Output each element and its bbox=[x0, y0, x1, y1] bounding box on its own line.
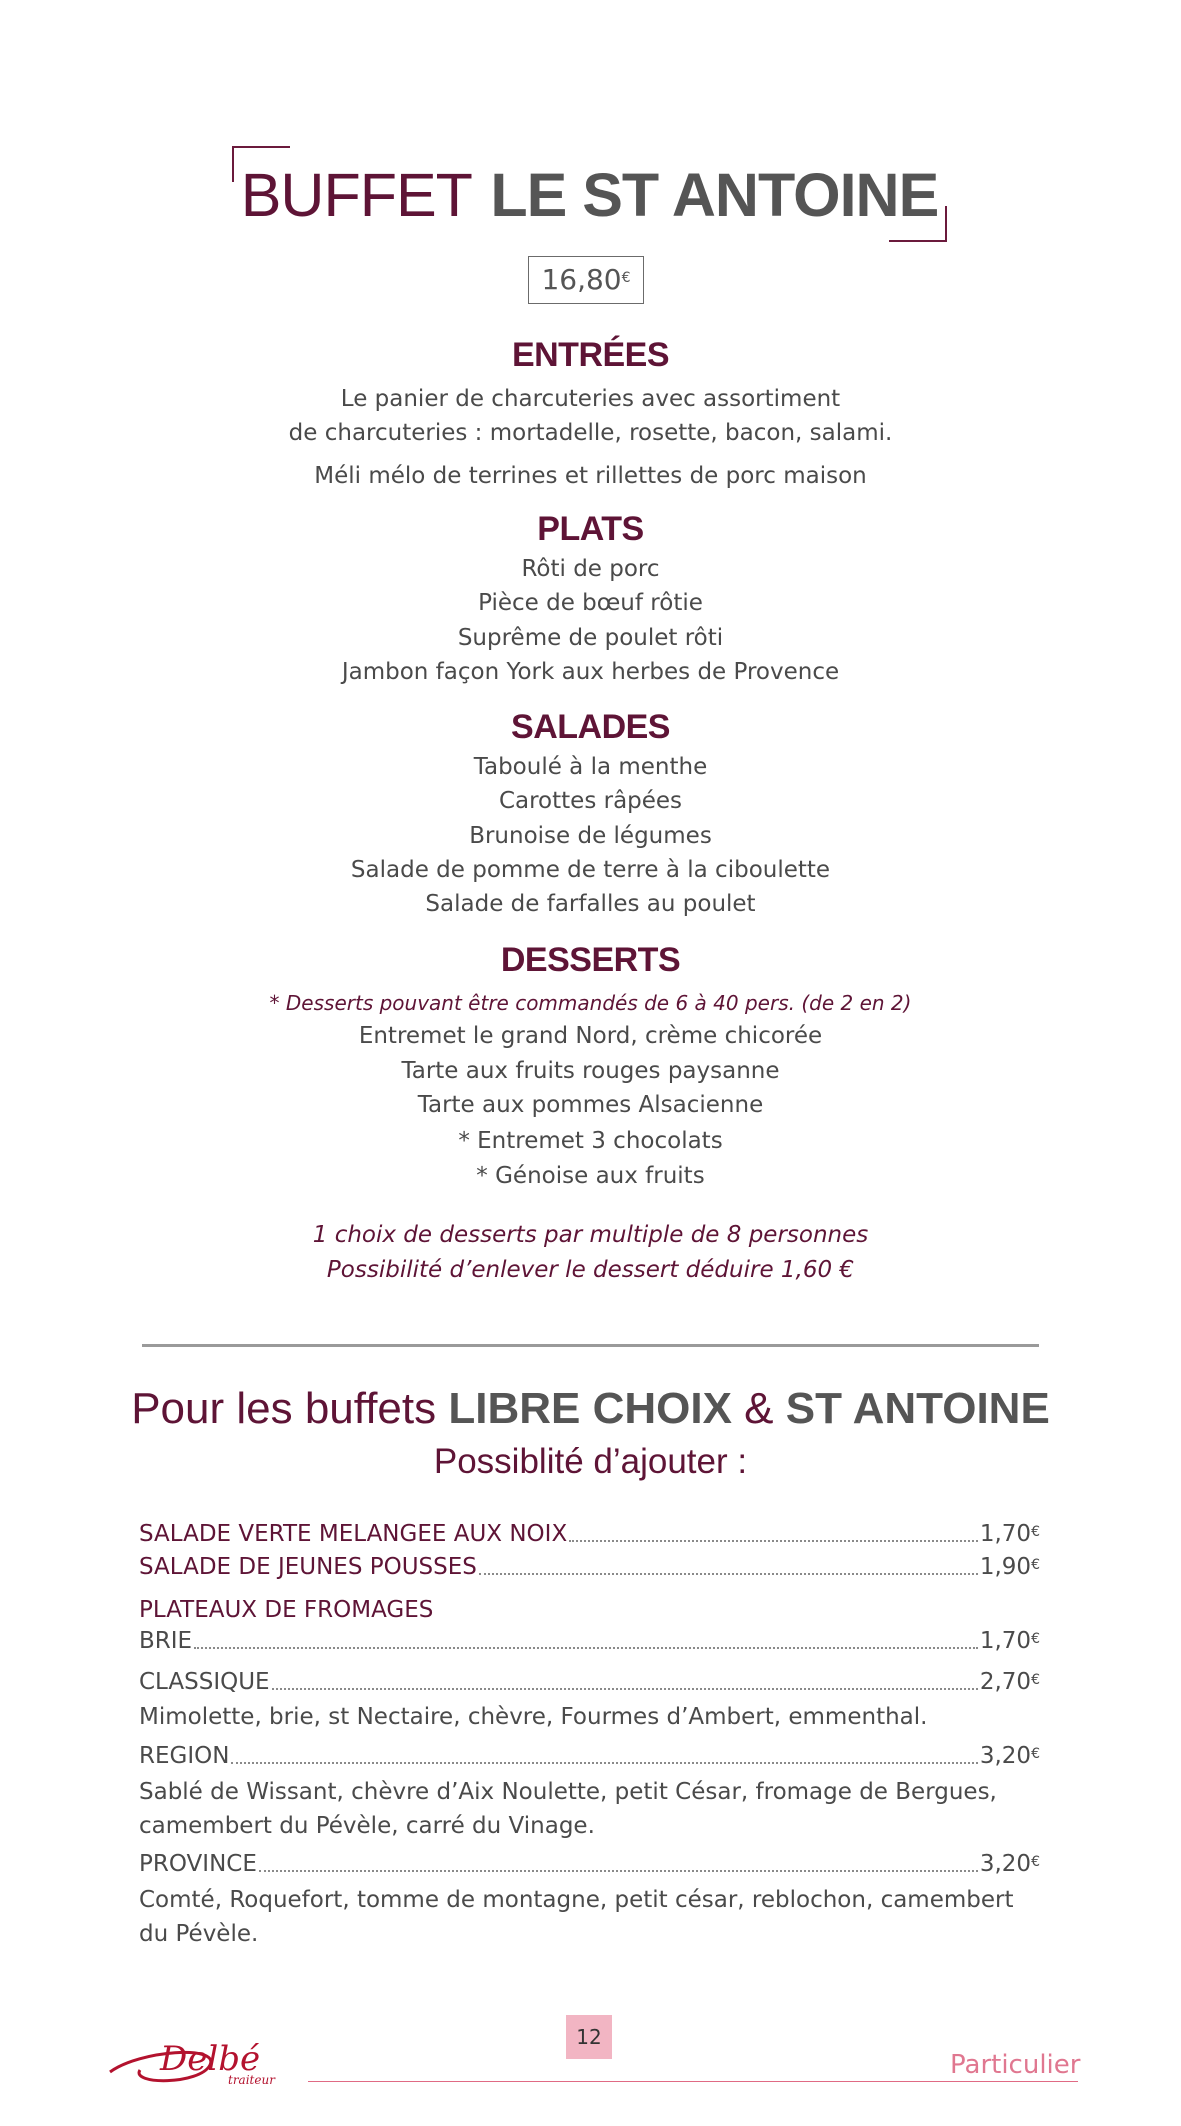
fromages-title: PLATEAUX DE FROMAGES bbox=[139, 1597, 434, 1623]
extra-label: SALADE DE JEUNES POUSSES bbox=[139, 1554, 477, 1580]
fromage-price-value: 2,70 bbox=[979, 1669, 1032, 1695]
fromage-price bbox=[980, 1740, 1040, 1772]
plats-item: Rôti de porc bbox=[521, 556, 660, 582]
fromage-price-value: 1,70 bbox=[979, 1628, 1032, 1654]
extras-heading-bold2: ST ANTOINE bbox=[785, 1384, 1050, 1433]
leader-dots bbox=[569, 1540, 978, 1542]
fromage-price bbox=[980, 1625, 1040, 1657]
fromage-price-currency: € bbox=[1031, 1631, 1040, 1647]
extras-heading-amp: & bbox=[744, 1384, 774, 1433]
extras-heading-light: Pour les buffets bbox=[131, 1384, 437, 1433]
title-block bbox=[232, 146, 947, 242]
desserts-item: * Entremet 3 chocolats bbox=[458, 1128, 723, 1154]
desserts-item: * Génoise aux fruits bbox=[476, 1163, 705, 1189]
plats-item: Pièce de bœuf rôtie bbox=[478, 590, 703, 616]
fromage-desc: Comté, Roquefort, tomme de montagne, petit césar, reblochon, camembert du Pévèle. bbox=[139, 1887, 1014, 1947]
page-number: 12 bbox=[566, 2015, 612, 2059]
fromage-price-currency: € bbox=[1031, 1672, 1040, 1688]
extra-row-jeunes-pousses bbox=[139, 1551, 1040, 1583]
fromage-label: BRIE bbox=[139, 1628, 193, 1654]
fromage-row-brie bbox=[139, 1625, 1040, 1657]
fromage-desc: Sablé de Wissant, chèvre d’Aix Noulette, petit César, fromage de Bergues, camembert du Pévèle, carré du Vinage. bbox=[139, 1779, 997, 1839]
leader-dots bbox=[194, 1647, 978, 1649]
extra-price bbox=[980, 1518, 1040, 1550]
fromage-price-currency: € bbox=[1031, 1746, 1040, 1762]
delbe-logo-icon bbox=[100, 2030, 310, 2090]
leader-dots bbox=[259, 1870, 978, 1872]
fromage-price-value: 3,20 bbox=[979, 1743, 1032, 1769]
salades-item: Taboulé à la menthe bbox=[473, 754, 708, 780]
extra-price-value: 1,90 bbox=[979, 1554, 1032, 1580]
fromage-row-classique bbox=[139, 1666, 1040, 1698]
leader-dots bbox=[231, 1762, 977, 1764]
plats-item: Suprême de poulet rôti bbox=[457, 625, 724, 651]
fromage-label: REGION bbox=[139, 1743, 230, 1769]
buffet-price-value: 16,80 bbox=[541, 263, 622, 296]
section-title-salades: SALADES bbox=[511, 708, 670, 746]
section-title-entrees: ENTRÉES bbox=[511, 336, 670, 374]
fromage-desc: Mimolette, brie, st Nectaire, chèvre, Fourmes d’Ambert, emmenthal. bbox=[139, 1704, 928, 1730]
fromage-price bbox=[980, 1848, 1040, 1880]
fromage-row-region bbox=[139, 1740, 1040, 1772]
desserts-item: Entremet le grand Nord, crème chicorée bbox=[358, 1023, 823, 1049]
logo-subtext: traiteur bbox=[228, 2073, 275, 2087]
footer-section-label: Particulier bbox=[950, 2050, 1081, 2080]
logo-text: Delbé bbox=[160, 2039, 261, 2079]
desserts-item: Tarte aux fruits rouges paysanne bbox=[401, 1058, 780, 1084]
fromage-label: CLASSIQUE bbox=[139, 1669, 270, 1695]
leader-dots bbox=[479, 1573, 978, 1575]
fromage-row-province bbox=[139, 1848, 1040, 1880]
extras-subheading: Possiblité d’ajouter : bbox=[433, 1442, 748, 1481]
fromage-label: PROVINCE bbox=[139, 1851, 257, 1877]
desserts-note: * Desserts pouvant être commandés de 6 à 40 pers. (de 2 en 2) bbox=[269, 991, 912, 1015]
title-bold: LE ST ANTOINE bbox=[490, 161, 939, 229]
buffet-price-currency: € bbox=[621, 270, 631, 286]
salades-item: Carottes râpées bbox=[498, 788, 683, 814]
extra-row-salade-verte bbox=[139, 1518, 1040, 1550]
extras-heading bbox=[0, 1384, 1181, 1434]
leader-dots bbox=[272, 1688, 978, 1690]
entrees-item: Méli mélo de terrines et rillettes de porc maison bbox=[314, 463, 867, 489]
extra-price-value: 1,70 bbox=[979, 1521, 1032, 1547]
fromage-price-currency: € bbox=[1031, 1854, 1040, 1870]
entrees-item: Le panier de charcuteries avec assortiment bbox=[340, 386, 841, 412]
extra-label: SALADE VERTE MELANGEE AUX NOIX bbox=[139, 1521, 568, 1547]
section-divider bbox=[142, 1344, 1039, 1347]
title-light: BUFFET bbox=[240, 161, 472, 229]
desserts-item: Tarte aux pommes Alsacienne bbox=[417, 1092, 764, 1118]
extra-price bbox=[980, 1551, 1040, 1583]
fromage-price bbox=[980, 1666, 1040, 1698]
section-title-desserts: DESSERTS bbox=[500, 941, 681, 979]
entrees-item: de charcuteries : mortadelle, rosette, bacon, salami. bbox=[288, 420, 893, 446]
plats-item: Jambon façon York aux herbes de Provence bbox=[341, 659, 840, 685]
extras-heading-bold1: LIBRE CHOIX bbox=[448, 1384, 732, 1433]
fromage-price-value: 3,20 bbox=[979, 1851, 1032, 1877]
desserts-footnote: 1 choix de desserts par multiple de 8 personnes bbox=[312, 1222, 869, 1248]
extra-price-currency: € bbox=[1031, 1557, 1040, 1573]
salades-item: Brunoise de légumes bbox=[469, 823, 712, 849]
section-title-plats: PLATS bbox=[537, 510, 644, 548]
footer-line bbox=[308, 2081, 1078, 2082]
desserts-footnote: Possibilité d’enlever le dessert déduire 1,60 € bbox=[326, 1257, 855, 1283]
buffet-price-badge bbox=[528, 256, 644, 304]
extra-price-currency: € bbox=[1031, 1524, 1040, 1540]
salades-item: Salade de farfalles au poulet bbox=[425, 891, 756, 917]
salades-item: Salade de pomme de terre à la ciboulette bbox=[350, 857, 831, 883]
page-title bbox=[232, 160, 947, 231]
